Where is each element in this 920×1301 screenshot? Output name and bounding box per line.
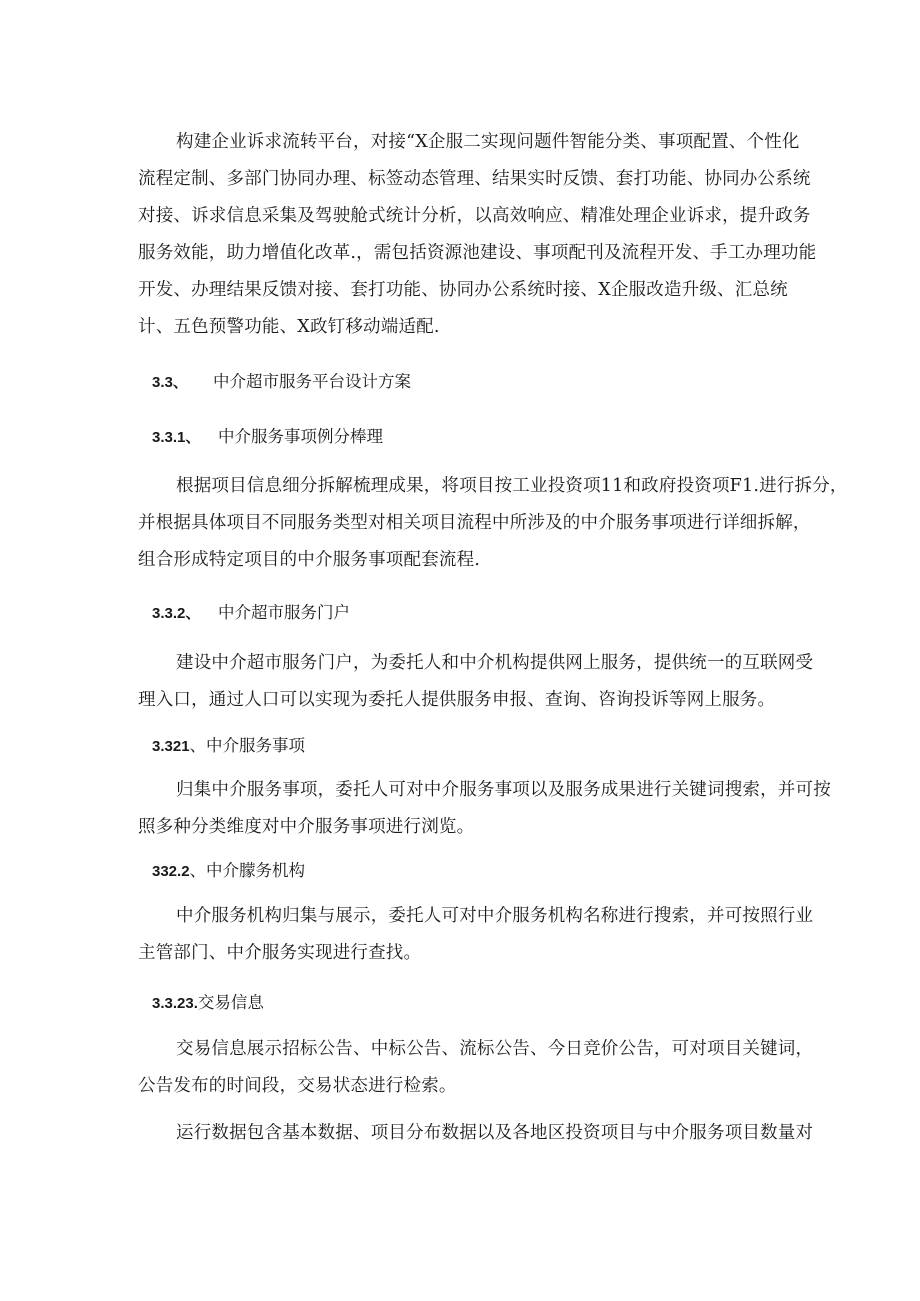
paragraph-line: 建设中介超市服务门户，为委托人和中介机构提供网上服务，提供统一的互联网受 — [176, 653, 814, 673]
paragraph-line: 归集中介服务事项，委托人可对中介服务事项以及服务成果进行关键词搜索，并可按 — [176, 780, 831, 800]
heading-title: 、中介服务事项 — [189, 736, 306, 755]
section-heading-3-3-2-2 — [152, 859, 305, 884]
heading-title: 交易信息 — [197, 993, 264, 1012]
heading-number: 3.3.2、 — [152, 605, 201, 622]
paragraph-line: 流程定制、多部门协同办理、标签动态管理、结果实时反馈、套打功能、协同办公系统 — [138, 169, 811, 189]
section-heading-3-3-2 — [152, 601, 200, 626]
heading-number: 332.2 — [152, 863, 190, 880]
heading-number: 3.3.1、 — [152, 429, 201, 446]
section-heading-title: 中介服务事项例分棒理 — [218, 427, 383, 446]
paragraph-line: 公告发布的时间段，交易状态进行检索。 — [138, 1076, 457, 1096]
heading-title: 、中介朦务机构 — [189, 861, 306, 880]
heading-number: 3.3.23. — [152, 995, 198, 1012]
section-heading-3-3-2-1 — [152, 734, 305, 759]
paragraph-line: 主管部门、中介服务实现进行查找。 — [138, 943, 422, 963]
paragraph-line: 中介服务机构归集与展示，委托人可对中介服务机构名称进行搜索，并可按照行业 — [176, 906, 814, 926]
section-heading-title: 中介超市服务门户 — [218, 603, 350, 622]
paragraph-line: 组合形成特定项目的中介服务事项配套流程. — [138, 550, 481, 570]
paragraph-line: 开发、办理结果反馈对接、套打功能、协同办公系统时接、X企服改造升级、汇总统 — [138, 280, 788, 300]
paragraph-line: 对接、诉求信息采集及驾驶舱式统计分析，以高效响应、精准处理企业诉求，提升政务 — [138, 206, 811, 226]
paragraph-line: 运行数据包含基本数据、项目分布数据以及各地区投资项目与中介服务项目数量对 — [176, 1123, 814, 1143]
paragraph-line: 计、五色预警功能、X政钉移动端适配. — [138, 317, 440, 337]
paragraph-line: 构建企业诉求流转平台，对接“X企服二实现问题件智能分类、事项配置、个性化 — [176, 132, 800, 152]
section-heading-3-3 — [152, 370, 188, 395]
paragraph-line: 照多种分类维度对中介服务事项进行浏览。 — [138, 817, 475, 837]
paragraph-line: 理入口，通过人口可以实现为委托人提供服务申报、查询、咨询投诉等网上服务。 — [138, 690, 776, 710]
paragraph-line: 根据项目信息细分拆解梳理成果，将项目按工业投资项11和政府投资项F1.进行拆分， — [176, 476, 848, 496]
paragraph-line: 服务效能，助力增值化改革.，需包括资源池建设、事项配刊及流程开发、手工办理功能 — [138, 243, 817, 263]
heading-number: 3.321 — [152, 738, 190, 755]
paragraph-line: 并根据具体项目不同服务类型对相关项目流程中所涉及的中介服务事项进行详细拆解， — [138, 513, 811, 533]
section-heading-3-3-2-3 — [152, 991, 264, 1016]
section-heading-title: 中介超市服务平台设计方案 — [213, 372, 411, 391]
paragraph-line: 交易信息展示招标公告、中标公告、流标公告、今日竞价公告，可对项目关键词， — [176, 1039, 814, 1059]
section-heading-3-3-1 — [152, 425, 200, 450]
heading-number: 3.3、 — [152, 374, 188, 391]
